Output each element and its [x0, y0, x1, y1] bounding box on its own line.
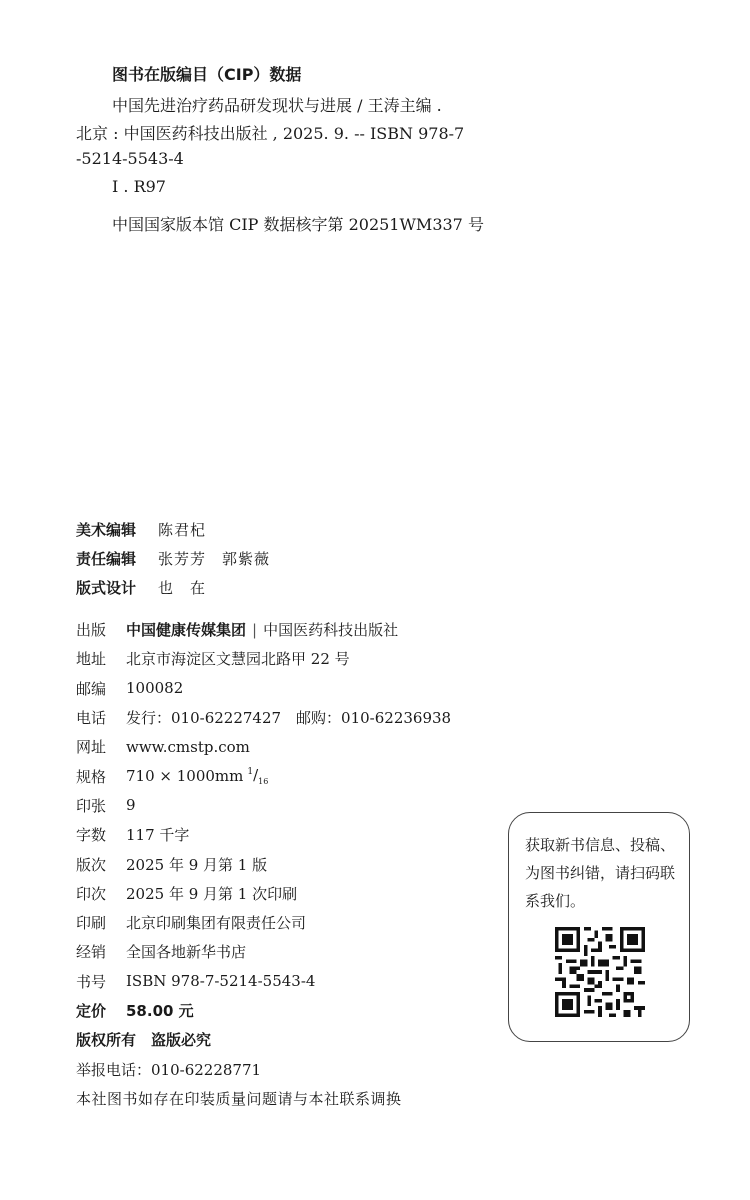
- info-label: 印张: [76, 796, 107, 815]
- info-label: 网址: [76, 738, 107, 757]
- publication-info: [76, 615, 451, 1113]
- info-row-distributor: [76, 937, 451, 966]
- info-row-format: [76, 761, 451, 790]
- quality-notice: 本社图书如存在印装质量问题请与本社联系调换: [76, 1089, 402, 1108]
- rights-statement: 版权所有 盗版必究: [76, 1031, 212, 1050]
- price-value: 58.00 元: [126, 1002, 194, 1020]
- info-row-isbn: [76, 967, 451, 996]
- info-label: 电话: [76, 709, 107, 728]
- info-row-rights: [76, 1025, 451, 1054]
- report-phone: 举报电话：010-62228771: [76, 1060, 262, 1079]
- info-row-sheets: [76, 791, 451, 820]
- info-row-publisher: [76, 615, 451, 644]
- price-label: 定价: [76, 1002, 107, 1020]
- info-label: 规格: [76, 767, 107, 786]
- cip-isbn-line: -5214-5543-4: [76, 149, 184, 168]
- info-value: 2025 年 9 月第 1 版: [126, 855, 268, 874]
- cip-heading: 图书在版编目（CIP）数据: [112, 65, 302, 84]
- info-row-address: [76, 644, 451, 673]
- info-value: 100082: [126, 679, 184, 698]
- info-label: 版次: [76, 855, 107, 874]
- cip-classification-line: Ⅰ . R97: [112, 177, 166, 196]
- info-row-edition: [76, 849, 451, 878]
- info-label: 印刷: [76, 914, 107, 933]
- info-label: 出版: [76, 621, 107, 640]
- qr-code-icon[interactable]: [555, 927, 645, 1017]
- credit-label: 美术编辑: [76, 521, 137, 539]
- credit-row-art-editor: [76, 515, 270, 544]
- cip-record-number: 中国国家版本馆 CIP 数据核字第 20251WM337 号: [112, 215, 484, 234]
- publisher-group: 中国健康传媒集团: [126, 621, 247, 640]
- info-label: 经销: [76, 943, 107, 962]
- publisher-separator: |: [252, 620, 258, 639]
- info-value: 全国各地新华书店: [126, 943, 247, 962]
- fraction-numerator: 1: [247, 767, 254, 778]
- credit-row-responsible-editor: [76, 544, 270, 573]
- qr-contact-box: [508, 812, 690, 1042]
- info-label: 字数: [76, 826, 107, 845]
- info-label: 印次: [76, 884, 107, 903]
- info-row-word-count: [76, 820, 451, 849]
- info-value: 北京印刷集团有限责任公司: [126, 914, 307, 933]
- info-row-printing: [76, 879, 451, 908]
- info-label: 地址: [76, 650, 107, 669]
- cip-title-line: 中国先进治疗药品研发现状与进展 / 王涛主编 .: [112, 96, 442, 115]
- info-label: 邮编: [76, 679, 107, 698]
- credit-row-layout-design: [76, 573, 270, 602]
- info-value: 9: [126, 796, 136, 815]
- qr-caption: 获取新书信息、投稿、为图书纠错，请扫码联系我们。: [525, 836, 676, 910]
- info-row-postcode: [76, 674, 451, 703]
- publisher-name: 中国医药科技出版社: [263, 621, 399, 640]
- credit-label: 责任编辑: [76, 550, 137, 568]
- info-value: 117 千字: [126, 826, 190, 845]
- credit-value: 张芳芳 郭紫薇: [158, 550, 271, 568]
- credit-value: 陈君杞: [158, 521, 207, 539]
- info-row-website: [76, 732, 451, 761]
- info-value: ISBN 978-7-5214-5543-4: [126, 972, 316, 991]
- format-fraction: $^1/_{16}$: [247, 766, 269, 787]
- credit-label: 版式设计: [76, 579, 137, 597]
- cip-publisher-line: 北京 : 中国医药科技出版社 , 2025. 9. -- ISBN 978-7: [76, 124, 465, 143]
- info-row-phone: [76, 703, 451, 732]
- info-row-price: [76, 996, 451, 1025]
- info-value: 710 × 1000mm: [126, 767, 244, 786]
- info-row-report: [76, 1054, 451, 1083]
- info-label: 书号: [76, 972, 107, 991]
- credit-value: 也 在: [158, 579, 207, 597]
- website-link[interactable]: www.cmstp.com: [126, 737, 250, 756]
- info-row-printer: [76, 908, 451, 937]
- info-value: 北京市海淀区文慧园北路甲 22 号: [126, 650, 350, 669]
- fraction-denominator: 16: [258, 777, 269, 787]
- info-value: 2025 年 9 月第 1 次印刷: [126, 884, 298, 903]
- credits-list: [76, 515, 270, 602]
- info-row-notice: [76, 1084, 451, 1113]
- info-value: 发行：010-62227427 邮购：010-62236938: [126, 709, 452, 728]
